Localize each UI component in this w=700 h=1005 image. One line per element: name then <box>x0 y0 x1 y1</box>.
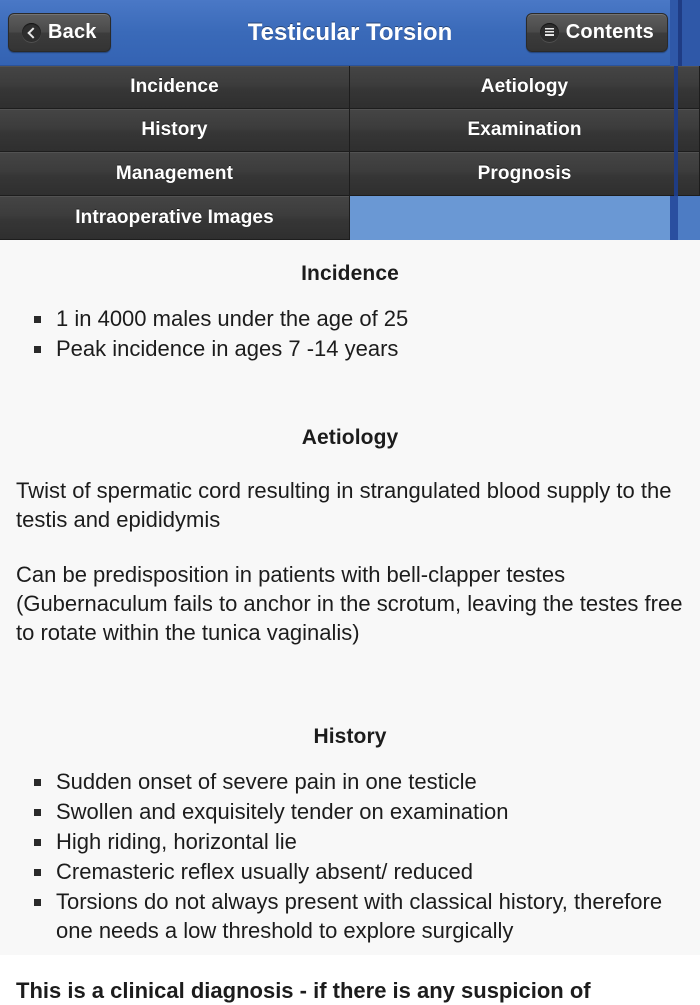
list-item: High riding, horizontal lie <box>32 827 686 856</box>
list-item: Peak incidence in ages 7 -14 years <box>32 334 686 363</box>
section-spacer <box>14 364 686 404</box>
list-item: Sudden onset of severe pain in one testicle <box>32 767 686 796</box>
tab-aetiology[interactable] <box>350 66 700 109</box>
heading-incidence: Incidence <box>301 262 399 285</box>
list-item: Torsions do not always present with classical history, therefore one needs a low threshold to explore surgically <box>32 887 686 945</box>
tab-label: Management <box>115 162 234 184</box>
tab-label: Intraoperative Images <box>75 206 274 228</box>
list-incidence <box>14 304 686 363</box>
contents-button-label: Contents <box>565 21 654 43</box>
tab-management[interactable] <box>0 152 350 196</box>
tab-label: Examination <box>467 119 582 140</box>
paragraph-aetiology-2: Can be predisposition in patients with bell-clapper testes (Gubernaculum fails to anchor in the scrotum, leaving the testes free to rotate within the tunica vaginalis) <box>16 562 683 645</box>
back-button-label: Back <box>48 21 97 43</box>
navbar-right-edge-strip <box>670 0 700 66</box>
section-spacer <box>14 946 686 976</box>
contents-button[interactable] <box>526 13 668 52</box>
tab-examination[interactable] <box>350 109 700 152</box>
section-spacer <box>14 673 686 703</box>
list-item: 1 in 4000 males under the age of 25 <box>32 304 686 333</box>
tab-label: History <box>141 119 208 140</box>
tab-history[interactable] <box>0 109 350 152</box>
content-pane[interactable] <box>0 262 700 1003</box>
tab-label: Prognosis <box>477 162 572 184</box>
heading-aetiology: Aetiology <box>301 426 399 449</box>
tab-prognosis[interactable] <box>350 152 700 196</box>
heading-history: History <box>313 725 387 748</box>
navigation-bar <box>0 0 700 66</box>
tab-empty-slot <box>350 196 700 240</box>
paragraph-aetiology-1: Twist of spermatic cord resulting in strangulated blood supply to the testis and epididymis <box>16 478 672 532</box>
list-lines-circle-icon <box>540 23 559 42</box>
tab-label: Aetiology <box>480 76 569 97</box>
section-tab-grid <box>0 66 700 240</box>
clinical-diagnosis-note: This is a clinical diagnosis - if there is any suspicion of <box>16 978 591 1003</box>
list-history <box>14 767 686 945</box>
list-item: Cremasteric reflex usually absent/ reduced <box>32 857 686 886</box>
tab-label: Incidence <box>130 76 219 97</box>
back-button[interactable] <box>8 13 111 52</box>
navbar-scroll-track <box>678 0 682 66</box>
tab-incidence[interactable] <box>0 66 350 109</box>
chevron-left-circle-icon <box>22 23 41 42</box>
page-title: Testicular Torsion <box>247 19 453 46</box>
list-item: Swollen and exquisitely tender on examination <box>32 797 686 826</box>
tab-intraoperative-images[interactable] <box>0 196 350 240</box>
